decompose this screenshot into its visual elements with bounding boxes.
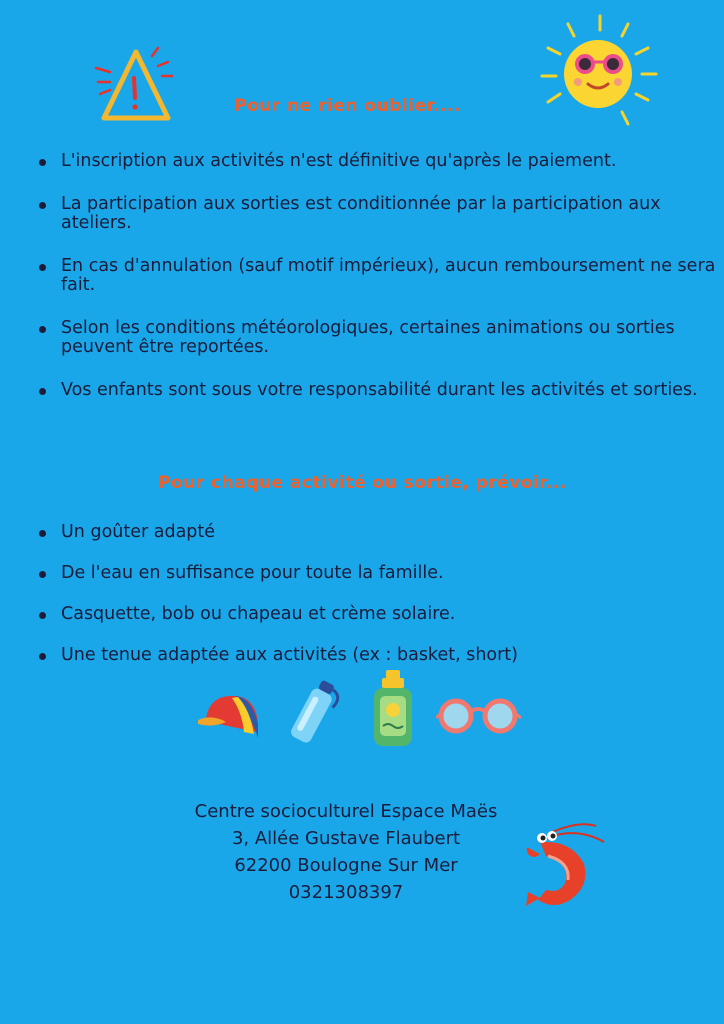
list-item: De l'eau en suffisance pour toute la famille. xyxy=(38,564,718,583)
sun-with-sunglasses-icon xyxy=(528,14,660,130)
rules-list xyxy=(38,152,718,424)
list-item: Une tenue adaptée aux activités (ex : basket, short) xyxy=(38,646,718,665)
heading-reminder: Pour ne rien oublier.... xyxy=(234,96,461,116)
sunscreen-icon xyxy=(368,668,418,750)
sunglasses-icon xyxy=(436,696,522,738)
list-item: Casquette, bob ou chapeau et crème solaire. xyxy=(38,605,718,624)
address-city: 62200 Boulogne Sur Mer xyxy=(234,855,458,876)
list-item: Vos enfants sont sous votre responsabilité durant les activités et sorties. xyxy=(38,381,718,400)
bring-list xyxy=(38,523,718,687)
shrimp-icon xyxy=(518,820,610,912)
list-item: L'inscription aux activités n'est définitive qu'après le paiement. xyxy=(38,152,718,171)
address-street: 3, Allée Gustave Flaubert xyxy=(231,828,461,849)
address-block xyxy=(150,798,542,906)
cap-icon xyxy=(196,688,264,744)
address-name: Centre socioculturel Espace Maës xyxy=(194,801,498,822)
list-item: Selon les conditions météorologiques, certaines animations ou sorties peuvent être reportées. xyxy=(38,319,718,357)
list-item: En cas d'annulation (sauf motif impérieux), aucun remboursement ne sera fait. xyxy=(38,257,718,295)
heading-bring: Pour chaque activité ou sortie, prévoir... xyxy=(158,473,567,493)
address-phone: 0321308397 xyxy=(288,882,404,903)
list-item: Un goûter adapté xyxy=(38,523,718,542)
water-bottle-icon xyxy=(288,678,342,748)
warning-icon xyxy=(92,44,174,126)
list-item: La participation aux sorties est conditionnée par la participation aux ateliers. xyxy=(38,195,718,233)
